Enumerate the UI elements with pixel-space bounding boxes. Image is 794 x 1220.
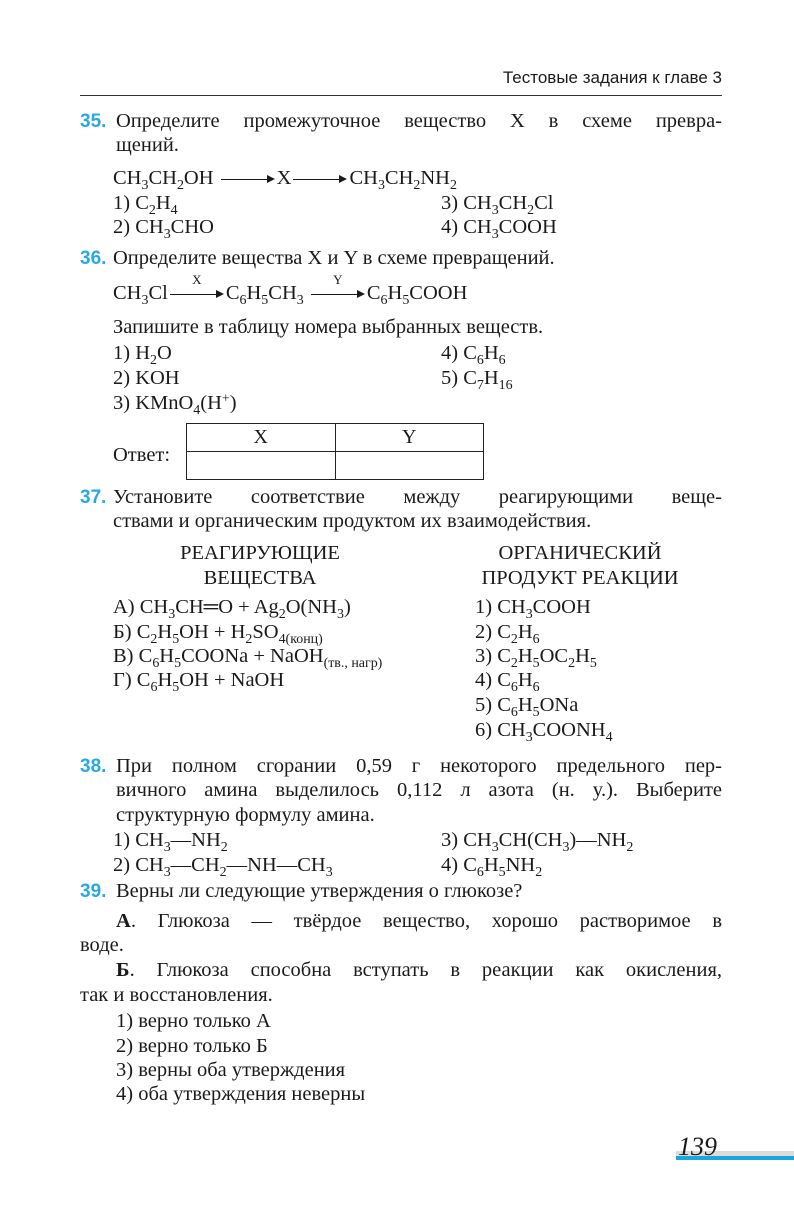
option: 2) верно только Б	[116, 1035, 268, 1057]
question-39-text: Верны ли следующие утверждения о глюкозе?	[116, 880, 523, 902]
option: 4) оба утверждения неверны	[116, 1083, 366, 1105]
reactant-item: Б) $C_2H_5OH + H_2SO_{4(конц)}$	[113, 621, 323, 647]
question-39-number: 39.	[80, 881, 107, 902]
answer-table	[186, 423, 484, 480]
option: 4) $C_6H_6$	[441, 342, 506, 368]
option: 2) $CH_3—CH_2—NH—CH_3$	[113, 854, 333, 880]
option: 3) $CH_3CH(CH_3)—NH_2$	[441, 829, 634, 855]
statement-a-cont: воде.	[80, 934, 124, 956]
column-header-products: ОРГАНИЧЕСКИЙ	[498, 542, 662, 564]
column-header-reactants: РЕАГИРУЮЩИЕ	[180, 542, 340, 564]
reactant-item: А) $CH_3CH═O + Ag_2O(NH_3)$	[113, 596, 351, 622]
running-header: Тестовые задания к главе 3	[502, 68, 722, 87]
question-37-number: 37.	[80, 487, 107, 508]
question-37-text-cont: ствами и органическим продуктом их взаимодействия.	[113, 510, 592, 532]
statement-b-cont: так и восстановления.	[80, 984, 273, 1006]
arrow-icon: X	[170, 289, 224, 299]
option: 4) $C_6H_5NH_2$	[441, 854, 543, 880]
arrow-icon	[293, 174, 347, 184]
question-36-instruction: Запишите в таблицу номера выбранных веществ.	[113, 316, 544, 338]
table-header-x: X	[187, 424, 336, 452]
product-item: 1) $CH_3COOH$	[475, 596, 591, 622]
statement-a: А. Глюкоза — твёрдое вещество, хорошо растворимое в	[116, 910, 722, 932]
question-36-scheme: $CH_3Cl$ X $C_6H_5CH_3$ Y $C_6H_5COOH$	[113, 272, 468, 308]
question-37-text: Установите соответствие между реагирующими веще-	[113, 486, 722, 508]
option: 3) верны оба утверждения	[116, 1059, 346, 1081]
product-item: 2) $C_2H_6$	[475, 621, 540, 647]
reactant-item: В) $C_6H_5COONa$ + NaOH$_{(тв., нагр)}$	[113, 645, 383, 671]
arrow-icon	[221, 174, 275, 184]
question-36-text: Определите вещества X и Y в схеме превращений.	[113, 247, 555, 269]
page-number: 139	[678, 1132, 717, 1161]
question-35-number: 35.	[80, 111, 107, 132]
option: 1) $CH_3—NH_2$	[113, 829, 228, 855]
question-35-text-cont: щений.	[116, 134, 179, 156]
header-rule	[80, 95, 722, 96]
question-35-text: Определите промежуточное вещество X в схеме превра-	[116, 110, 722, 132]
option: 1) верно только А	[116, 1010, 271, 1032]
product-item: 5) $C_6H_5ONa$	[475, 694, 579, 720]
question-36-number: 36.	[80, 248, 107, 269]
answer-label: Ответ:	[113, 444, 171, 466]
option: 1) $H_2O$	[113, 342, 172, 368]
question-35-scheme: $CH_3CH_2OH$ X $CH_3CH_2NH_2$	[113, 167, 457, 193]
statement-b: Б. Глюкоза способна вступать в реакции как окисления,	[116, 959, 722, 981]
option: 5) $C_7H_{16}$	[441, 367, 513, 393]
option: 2) $CH_3CHO$	[113, 216, 214, 242]
question-38-text: При полном сгорании 0,59 г некоторого предельного пер-	[116, 755, 722, 777]
column-header-products: ПРОДУКТ РЕАКЦИИ	[481, 567, 679, 589]
product-item: 4) $C_6H_6$	[475, 669, 540, 695]
table-header-y: Y	[335, 424, 484, 452]
column-header-reactants: ВЕЩЕСТВА	[203, 567, 317, 589]
question-38-number: 38.	[80, 756, 107, 777]
option: 4) $CH_3COOH$	[441, 216, 557, 242]
option: 3) $CH_3CH_2Cl$	[441, 192, 554, 218]
arrow-icon: Y	[311, 289, 365, 299]
option: 2) KOH	[113, 367, 180, 389]
product-item: 3) $C_2H_5OC_2H_5$	[475, 645, 597, 671]
reactant-item: Г) $C_6H_5OH$ + NaOH	[113, 669, 285, 695]
option: 1) $C_2H_4$	[113, 192, 178, 218]
question-38-text-cont: структурную формулу амина.	[116, 804, 375, 826]
answer-cell-x[interactable]	[187, 452, 336, 480]
option: 3) KMnO$_4$(H+)	[113, 391, 237, 418]
product-item: 6) $CH_3COONH_4$	[475, 719, 613, 745]
question-38-text-cont: вичного амина выделилось 0,112 л азота (н. у.). Выберите	[116, 779, 722, 801]
answer-cell-y[interactable]	[335, 452, 484, 480]
